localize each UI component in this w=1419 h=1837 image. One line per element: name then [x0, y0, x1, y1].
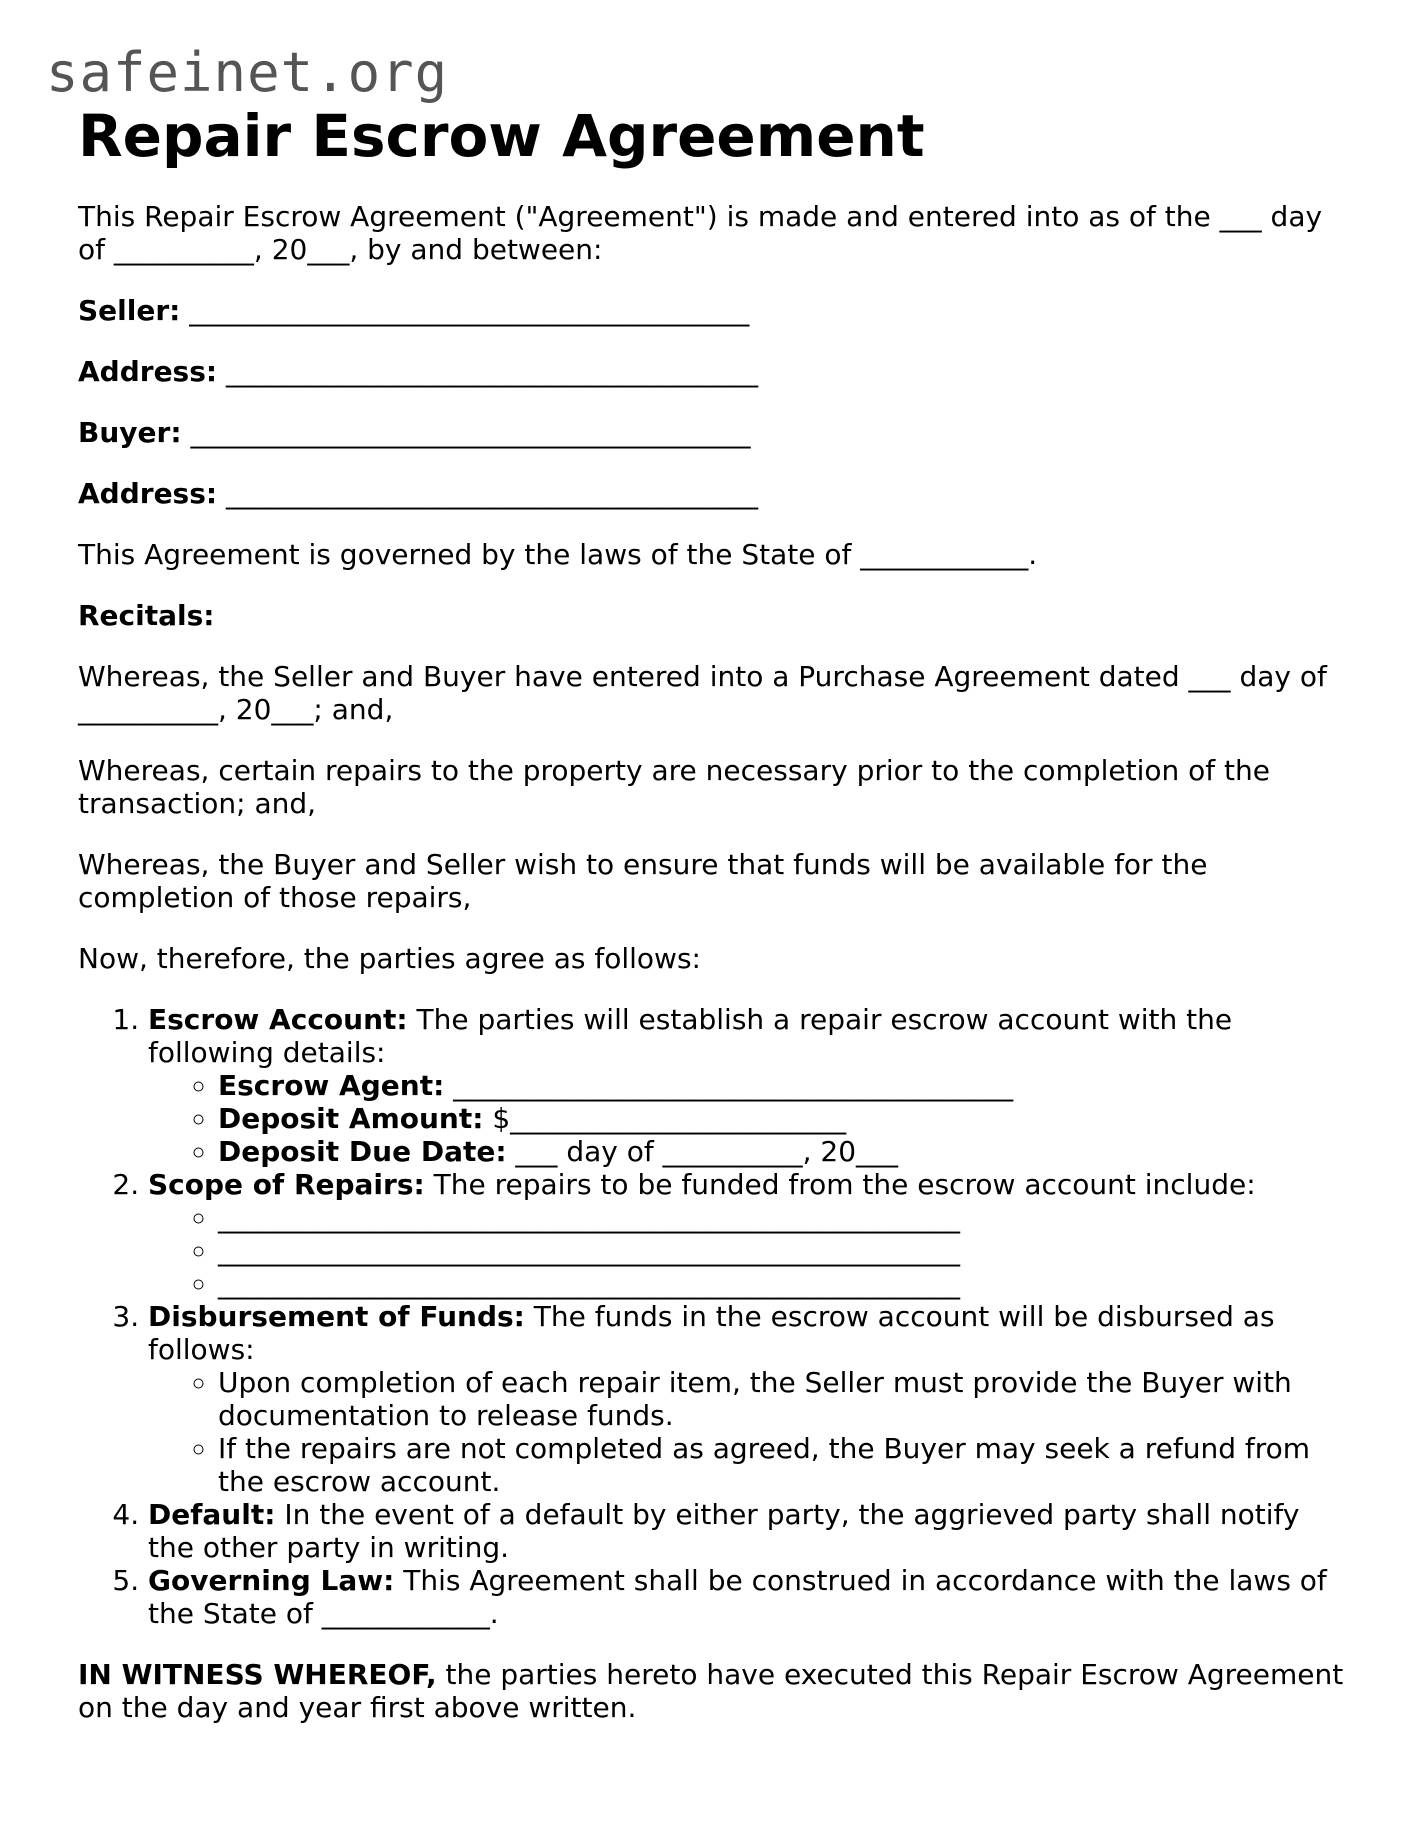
deposit-amount-label: Deposit Amount: [218, 1102, 484, 1135]
deposit-amount-blank: $________________________ [483, 1102, 847, 1135]
buyer-label: Buyer: [78, 416, 182, 449]
disbursement-item-completion: ◦ Upon completion of each repair item, the Seller must provide the Buyer with documentation to release funds. [218, 1366, 1348, 1432]
escrow-account-text: The parties will establish a repair escrow account with the following details: [148, 1003, 1233, 1069]
escrow-agent-label: Escrow Agent: [218, 1069, 445, 1102]
seller-address-label: Address: [78, 355, 218, 388]
document-title: Repair Escrow Agreement [78, 102, 925, 170]
recital-repairs-necessary: Whereas, certain repairs to the property are necessary prior to the completion of the transaction; and, [78, 754, 1270, 820]
witness-label: IN WITNESS WHEREOF, [78, 1658, 437, 1691]
governing-law-text: This Agreement shall be construed in accordance with the laws of the State of ____________. [148, 1564, 1327, 1630]
default-text: In the event of a default by either party, the aggrieved party shall notify the other party in writing. [148, 1498, 1300, 1564]
scope-label: Scope of Repairs: [148, 1168, 425, 1201]
governed-by-paragraph: This Agreement is governed by the laws of the State of ____________. [78, 538, 1038, 571]
seller-address-field [78, 355, 1348, 388]
term-disbursement [148, 1300, 1348, 1498]
term-escrow-account [148, 1003, 1348, 1168]
repair-blank-item: ◦ _____________________________________________________ [218, 1267, 1348, 1300]
disbursement-label: Disbursement of Funds: [148, 1300, 525, 1333]
scope-text: The repairs to be funded from the escrow account include: [424, 1168, 1256, 1201]
governing-law-label: Governing Law: [148, 1564, 395, 1597]
seller-field [78, 294, 1348, 327]
recital-funds-available: Whereas, the Buyer and Seller wish to ensure that funds will be available for the completion of those repairs, [78, 848, 1208, 914]
repairs-list [148, 1201, 1348, 1300]
document-body [78, 96, 1348, 1724]
default-label: Default: [148, 1498, 276, 1531]
witness-paragraph [78, 1658, 1348, 1724]
disbursement-list [148, 1366, 1348, 1498]
seller-blank: ________________________________________ [189, 294, 750, 327]
buyer-blank: ________________________________________ [190, 416, 751, 449]
deposit-due-date-item [218, 1135, 1348, 1168]
seller-address-blank: ______________________________________ [226, 355, 758, 388]
buyer-address-blank: ______________________________________ [226, 477, 758, 510]
witness-text: the parties hereto have executed this Repair Escrow Agreement on the day and year first above written. [78, 1658, 1344, 1724]
escrow-details-list [148, 1069, 1348, 1168]
escrow-account-label: Escrow Account: [148, 1003, 408, 1036]
repair-blank-item: ◦ _____________________________________________________ [218, 1234, 1348, 1267]
buyer-field [78, 416, 1348, 449]
now-therefore-paragraph: Now, therefore, the parties agree as follows: [78, 942, 701, 975]
disbursement-item-refund: ◦ If the repairs are not completed as agreed, the Buyer may seek a refund from the escrow account. [218, 1432, 1348, 1498]
term-scope-of-repairs [148, 1168, 1348, 1300]
watermark: safeinet.org [46, 41, 449, 104]
term-default [148, 1498, 1348, 1564]
term-governing-law [148, 1564, 1348, 1630]
deposit-due-date-blank: ___ day of __________, 20___ [506, 1135, 899, 1168]
terms-list [78, 1003, 1348, 1630]
deposit-due-date-label: Deposit Due Date: [218, 1135, 507, 1168]
deposit-amount-item [218, 1102, 1348, 1135]
recitals-heading: Recitals: [78, 599, 215, 632]
repair-blank-item: ◦ _____________________________________________________ [218, 1201, 1348, 1234]
intro-paragraph: This Repair Escrow Agreement ("Agreement") is made and entered into as of the ___ day of __________, 20___, by and between: [78, 200, 1323, 266]
escrow-agent-item [218, 1069, 1348, 1102]
recital-purchase-agreement: Whereas, the Seller and Buyer have entered into a Purchase Agreement dated ___ day of __________, 20___; and, [78, 660, 1327, 726]
seller-label: Seller: [78, 294, 181, 327]
disbursement-text: The funds in the escrow account will be disbursed as follows: [148, 1300, 1275, 1366]
escrow-agent-blank: ________________________________________ [444, 1069, 1014, 1102]
buyer-address-label: Address: [78, 477, 218, 510]
buyer-address-field [78, 477, 1348, 510]
